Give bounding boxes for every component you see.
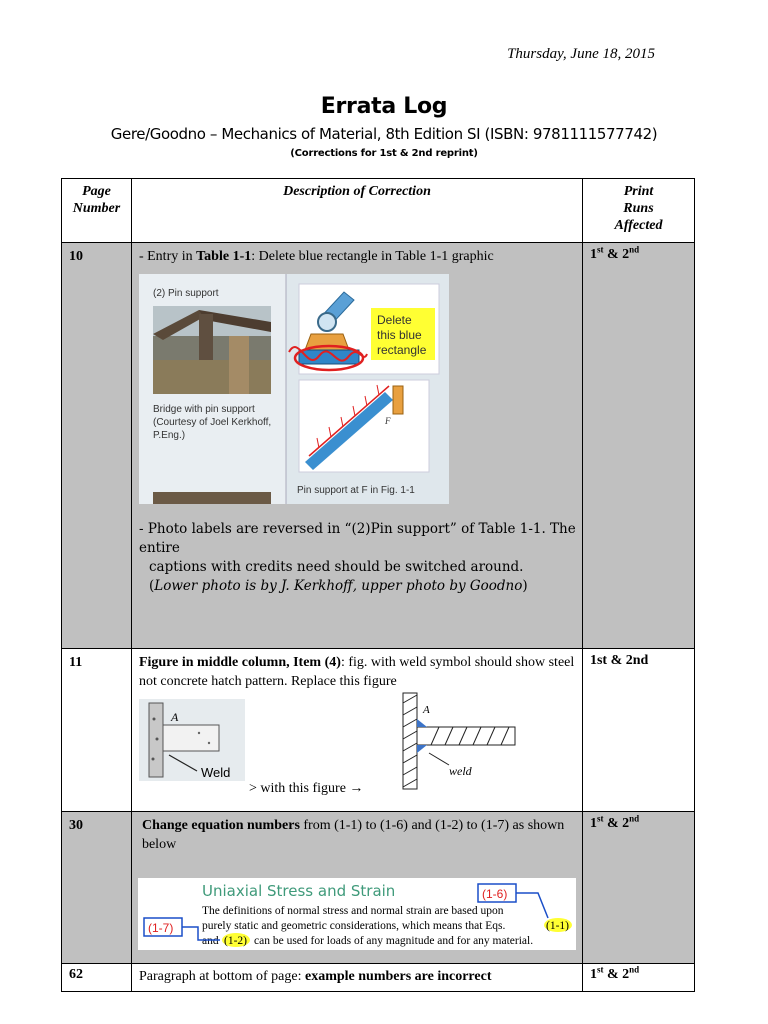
document-date: Thursday, June 18, 2015 bbox=[507, 46, 655, 62]
equation-number-figure bbox=[138, 878, 576, 950]
table-row bbox=[62, 812, 695, 964]
page-title: Errata Log bbox=[320, 94, 448, 119]
header-print-runs: Print Runs Affected bbox=[582, 179, 694, 243]
page-subtitle: Gere/Goodno – Mechanics of Material, 8th Edition SI (ISBN: 9781111577742) bbox=[110, 125, 658, 143]
svg-text:P.Eng.): P.Eng.) bbox=[152, 430, 186, 441]
page-number: 62 bbox=[62, 964, 132, 992]
svg-text:and: and bbox=[201, 935, 219, 947]
svg-text:weld: weld bbox=[448, 764, 472, 778]
pin-support-figure bbox=[139, 274, 449, 504]
svg-text:(1-6): (1-6) bbox=[481, 887, 508, 901]
table-row bbox=[62, 649, 695, 812]
print-runs: 1st & 2nd bbox=[582, 812, 694, 964]
correction-description: Change equation numbers from (1-1) to (1-6) and (1-2) to (1-7) as shown below Uniaxial Stress and Strain The definitions of normal stress and normal strain are based upon purely static and geometric considerations, which means that Eqs. (1-1) and (1-2) can be used for loads of any magnitude and for any material. (1-6) (1-7) bbox=[131, 812, 582, 964]
table-header-row bbox=[62, 179, 695, 243]
page-number: 10 bbox=[62, 243, 132, 649]
new-weld-figure bbox=[397, 691, 523, 791]
header-page-number: Page Number bbox=[62, 179, 132, 243]
svg-text:(1-7): (1-7) bbox=[147, 921, 174, 935]
bridge-photo bbox=[153, 306, 271, 394]
svg-text:(1-1): (1-1) bbox=[545, 920, 569, 932]
desc-line: - Entry in Table 1-1: Delete blue rectangle in Table 1-1 graphic bbox=[138, 249, 494, 264]
svg-text:(1-2): (1-2) bbox=[223, 935, 247, 947]
reprint-note: (Corrections for 1st & 2nd reprint) bbox=[290, 148, 478, 159]
svg-text:A: A bbox=[170, 710, 179, 724]
svg-text:Weld: Weld bbox=[200, 765, 231, 780]
page-number: 11 bbox=[62, 649, 132, 812]
errata-table bbox=[61, 178, 695, 992]
svg-text:rectangle: rectangle bbox=[376, 343, 427, 357]
correction-description: Figure in middle column, Item (4): fig. with weld symbol should show steel not concrete hatch pattern. Replace this figure A Weld > with this figure → A weld bbox=[131, 649, 582, 812]
svg-text:A: A bbox=[422, 704, 430, 716]
pin-diagram bbox=[289, 284, 439, 374]
print-runs: 1st & 2nd bbox=[582, 243, 694, 649]
correction-description bbox=[131, 243, 582, 649]
print-runs: 1st & 2nd bbox=[582, 649, 694, 812]
pin-support-label: (2) Pin support bbox=[152, 288, 219, 299]
svg-text:The definitions of normal stre: The definitions of normal stress and normal strain are based upon bbox=[201, 905, 504, 917]
svg-text:(Courtesy of Joel Kerkhoff,: (Courtesy of Joel Kerkhoff, bbox=[152, 417, 272, 428]
svg-text:purely static and geometric co: purely static and geometric considerations, which means that Eqs. bbox=[201, 920, 506, 932]
header-description: Description of Correction bbox=[131, 179, 582, 243]
pin-support-f-diagram bbox=[299, 380, 429, 472]
table-row bbox=[62, 243, 695, 649]
desc-line: - Photo labels are reversed in “(2)Pin support” of Table 1-1. The entire captions with credits need should be switched around. (Lower photo is by J. Kerkhoff, upper photo by Goodno) bbox=[138, 521, 576, 594]
svg-text:Bridge with pin support: Bridge with pin support bbox=[152, 404, 255, 415]
old-weld-figure bbox=[139, 699, 245, 781]
page-number: 30 bbox=[62, 812, 132, 964]
svg-text:can be used for loads of any m: can be used for loads of any magnitude and for any material. bbox=[253, 935, 534, 947]
table-row bbox=[62, 964, 695, 992]
svg-text:Uniaxial Stress and Strain: Uniaxial Stress and Strain bbox=[201, 882, 396, 900]
print-runs: 1st & 2nd bbox=[582, 964, 694, 992]
svg-text:this blue: this blue bbox=[376, 328, 422, 342]
correction-description: Paragraph at bottom of page: example numbers are incorrect bbox=[131, 964, 582, 992]
svg-text:Pin support at F in Fig. 1-1: Pin support at F in Fig. 1-1 bbox=[296, 485, 415, 496]
with-this-figure-text: > with this figure → bbox=[248, 781, 364, 796]
svg-text:F: F bbox=[384, 416, 391, 426]
svg-text:Delete: Delete bbox=[376, 313, 412, 327]
